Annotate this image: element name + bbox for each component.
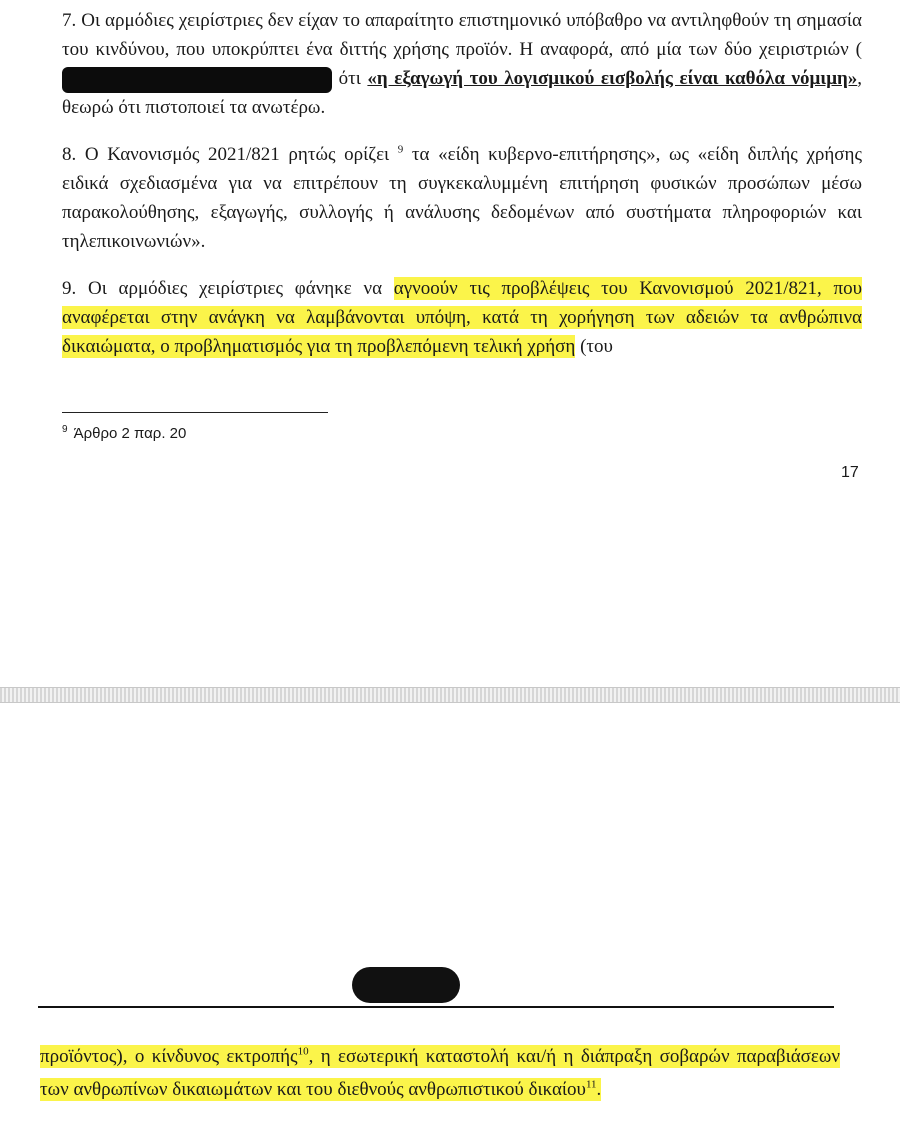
page-number: 17 <box>841 464 859 481</box>
para9-text-b: (του <box>575 336 613 357</box>
para7-text-c: , θεωρώ ότι πιστοποιεί τα ανωτέρω. <box>62 68 863 118</box>
para7-text: 7. Οι αρμόδιες χειρίστριες δεν είχαν το απαραίτητο επιστημονικό υπόβαθρο να αντιληφθούν τη σημασία του κινδύνου, που υποκρύπτει ένα διττής χρήσης προϊόν. Η αναφορά, από μία των δύο χειριστριών ( <box>62 10 862 60</box>
para8-text: 8. Ο Κανονισμός 2021/821 ρητώς ορίζει <box>62 144 390 165</box>
footnote-divider <box>62 412 328 413</box>
page-separator <box>0 687 900 703</box>
redaction-block <box>62 67 332 93</box>
paragraph-7 <box>62 6 862 122</box>
footnote-ref-10: 10 <box>297 1045 309 1058</box>
horizontal-rule <box>38 1006 834 1008</box>
footnote-marker: 9 <box>62 424 68 435</box>
continuation-paragraph <box>40 1040 840 1106</box>
footnote-9 <box>62 424 186 442</box>
continuation-text-a: προϊόντος), ο κίνδυνος εκτροπής <box>40 1046 298 1067</box>
para7-text-b: ότι <box>338 68 361 89</box>
paragraph-8 <box>62 140 862 256</box>
para9-text: 9. Οι αρμόδιες χειρίστριες φάνηκε να <box>62 278 394 299</box>
para8-text-b: τα «είδη κυβερνο-επιτήρησης», ως «είδη διπλής χρήσης ειδικά σχεδιασμένα για να επιτρέπουν τη συγκεκαλυμμένη επιτήρηση φυσικών προσώπων μέσω παρακολούθησης, εξαγωγής, συλλογής ή ανάλυσης δεδομένων από συστήματα πληροφοριών και τηλεπικοινωνιών». <box>62 144 862 252</box>
continuation-text-b: , η εσωτερική καταστολή και/ή η διάπραξη σοβαρών παραβιάσεων των ανθρωπίνων δικαιωμάτων και του διεθνούς ανθρωπιστικού δικαίου <box>40 1046 840 1100</box>
redaction-block-bottom <box>352 967 460 1003</box>
para7-quote: «η εξαγωγή του λογισμικού εισβολής είναι καθόλα νόμιμη» <box>367 68 858 89</box>
footnote-ref-9: 9 <box>397 143 404 156</box>
para9-highlighted-text: αγνοούν τις προβλέψεις του Κανονισμού 2021/821, που αναφέρεται στην ανάγκη να λαμβάνονται υπόψη, κατά τη χορήγηση των αδειών τα ανθρώπινα δικαιώματα, ο προβληματισμός για τη προβλεπόμενη τελική χρήση <box>62 278 862 357</box>
footnote-text: Άρθρο 2 παρ. 20 <box>73 425 187 442</box>
continuation-text-c: . <box>596 1079 602 1100</box>
footnote-ref-11: 11 <box>585 1078 597 1091</box>
paragraph-9 <box>62 274 862 361</box>
